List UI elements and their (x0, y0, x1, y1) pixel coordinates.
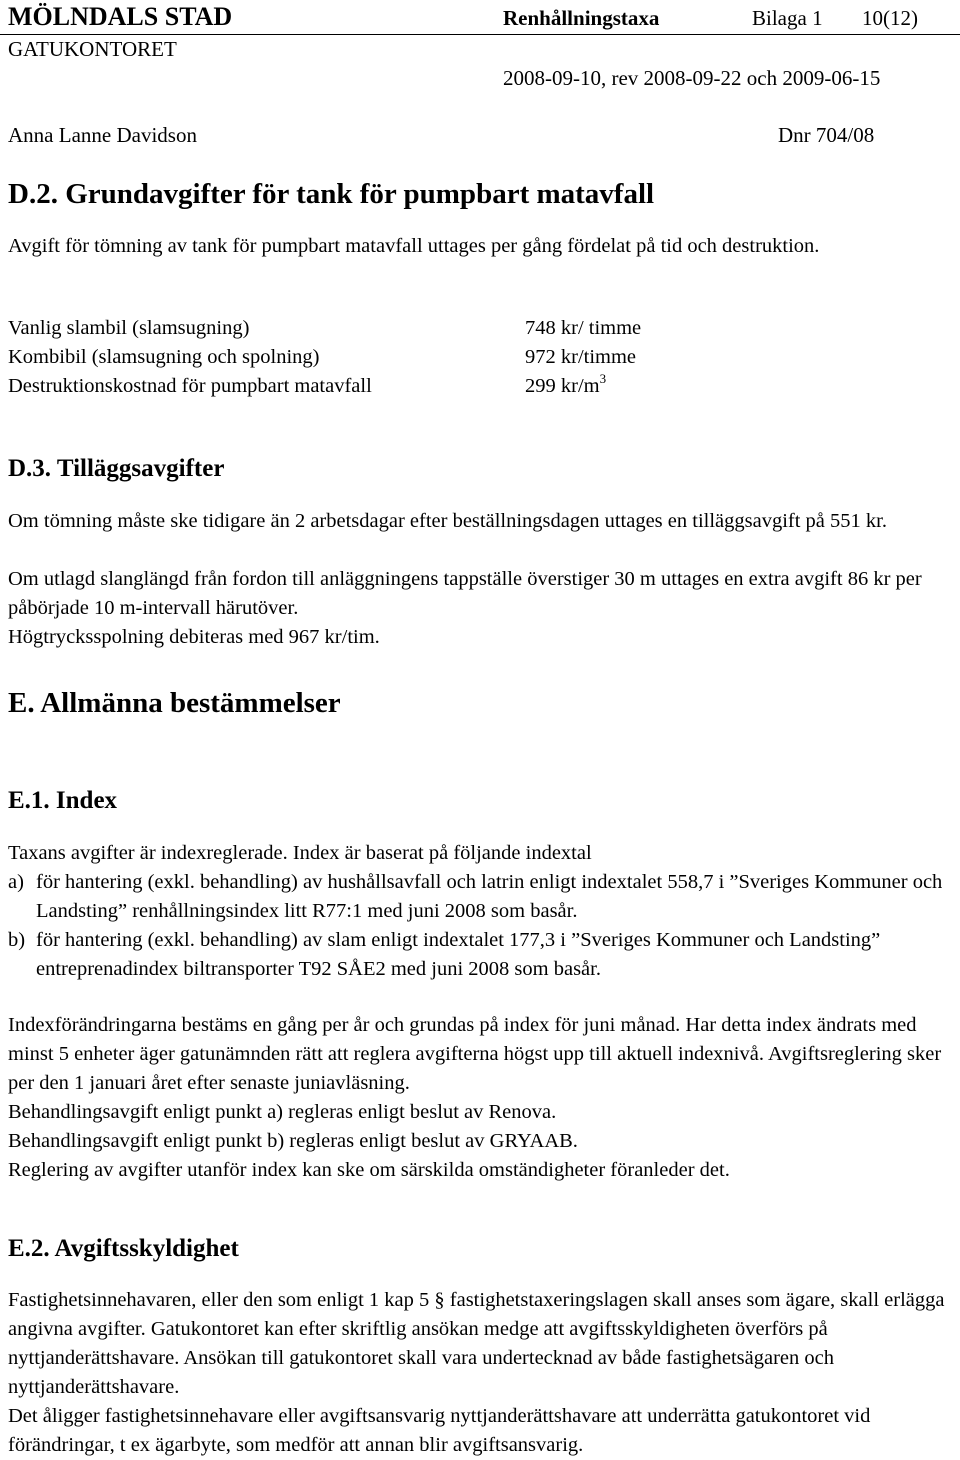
attachment-label: Bilaga 1 (752, 6, 823, 30)
list-item-text: för hantering (exkl. behandling) av hushållsavfall och latrin enligt indextalet 558,7 i ”Sveriges Kommuner och Landsting” renhållningsindex litt R77:1 med juni 2008 som basår. (36, 871, 943, 922)
revision-dates: 2008-09-10, rev 2008-09-22 och 2009-06-15 (503, 66, 881, 90)
list-item (8, 868, 958, 926)
section-e1-paragraph: Reglering av avgifter utanför index kan ske om särskilda omständigheter föranleder det. (8, 1159, 730, 1181)
section-e2-heading: E.2. Avgiftsskyldighet (8, 1235, 239, 1262)
header-rule (0, 34, 960, 35)
section-e1-paragraph: Behandlingsavgift enligt punkt a) regleras enligt beslut av Renova. (8, 1101, 557, 1123)
author-name: Anna Lanne Davidson (8, 123, 197, 147)
document-title: Renhållningstaxa (503, 6, 660, 30)
registration-number: Dnr 704/08 (778, 123, 875, 147)
section-e1-intro: Taxans avgifter är indexreglerade. Index är baserat på följande indextal (8, 842, 592, 864)
section-e2-paragraph: Det åligger fastighetsinnehavare eller avgiftsansvarig nyttjanderättshavare att underrätta gatukontoret vid förändringar, t ex ägarbyte, som medför att annan blir avgiftsansvarig. (8, 1405, 871, 1456)
fee-label: Kombibil (slamsugning och spolning) (8, 346, 320, 368)
fee-value: 299 kr/m (525, 375, 600, 397)
fee-value: 972 kr/timme (525, 346, 637, 368)
org-name: MÖLNDALS STAD (8, 2, 233, 31)
section-d3-heading: D.3. Tilläggsavgifter (8, 455, 225, 482)
page-number: 10(12) (862, 6, 918, 30)
section-d3-paragraph: Högtrycksspolning debiteras med 967 kr/tim. (8, 626, 380, 648)
section-d2-intro: Avgift för tömning av tank för pumpbart matavfall uttages per gång fördelat på tid och destruktion. (8, 235, 820, 257)
fee-row (8, 346, 948, 375)
list-marker: b) (8, 929, 26, 951)
fee-row (8, 371, 948, 404)
list-marker: a) (8, 871, 24, 893)
section-e2-paragraph: Fastighetsinnehavaren, eller den som enligt 1 kap 5 § fastighetstaxeringslagen skall anses som ägare, skall erlägga angivna avgifter. Gatukontoret kan efter skriftlig ansökan medge att avgiftsskyldigheten överförs på nyttjanderättshavare. Ansökan till gatukontoret skall vara undertecknad av både fastighetsägaren och nyttjanderättshavare. (8, 1289, 945, 1398)
list-item (8, 926, 958, 984)
section-d3-paragraph: Om tömning måste ske tidigare än 2 arbetsdagar efter beställningsdagen uttages en tilläggsavgift på 551 kr. (8, 510, 887, 532)
fee-label: Destruktionskostnad för pumpbart matavfall (8, 375, 372, 397)
section-d3-paragraph: Om utlagd slanglängd från fordon till anläggningens tappställe överstiger 30 m uttages en extra avgift 86 kr per påbörjade 10 m-intervall härutöver. (8, 568, 922, 619)
list-item-text: för hantering (exkl. behandling) av slam enligt indextalet 177,3 i ”Sveriges Kommuner och Landsting” entreprenadindex biltransporter T92 SÅE2 med juni 2008 som basår. (36, 929, 881, 980)
fee-unit-superscript: 3 (599, 371, 607, 386)
department-name: GATUKONTORET (8, 37, 177, 61)
section-e1-heading: E.1. Index (8, 787, 118, 814)
section-e1-paragraph: Behandlingsavgift enligt punkt b) regleras enligt beslut av GRYAAB. (8, 1130, 578, 1152)
section-d2-heading: D.2. Grundavgifter för tank för pumpbart matavfall (8, 178, 655, 210)
section-e-heading: E. Allmänna bestämmelser (8, 687, 341, 719)
fee-label: Vanlig slambil (slamsugning) (8, 317, 250, 339)
section-e1-paragraph: Indexförändringarna bestäms en gång per år och grundas på index för juni månad. Har detta index ändrats med minst 5 enheter äger gatunämnden rätt att reglera avgifterna högst upp till aktuell indexnivå. Avgiftsreglering sker per den 1 januari året efter senaste juniavläsning. (8, 1014, 942, 1094)
fee-value: 748 kr/ timme (525, 317, 642, 339)
fee-row (8, 317, 948, 346)
